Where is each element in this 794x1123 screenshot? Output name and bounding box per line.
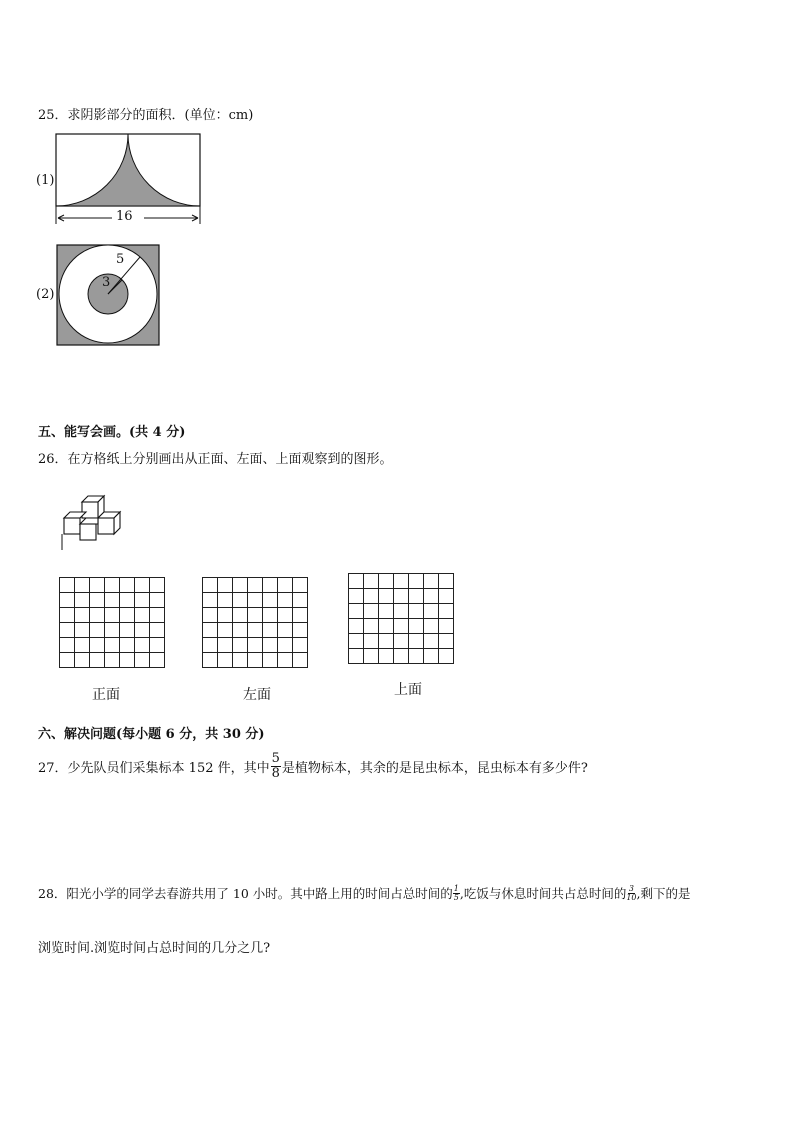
grid-cell[interactable]	[278, 608, 293, 623]
grid-cell[interactable]	[293, 578, 308, 593]
grid-cell[interactable]	[424, 649, 439, 664]
grid-cell[interactable]	[150, 638, 165, 653]
grid-cell[interactable]	[278, 623, 293, 638]
grid-cell[interactable]	[394, 619, 409, 634]
grid-top[interactable]	[348, 573, 454, 664]
grid-cell[interactable]	[293, 623, 308, 638]
grid-cell[interactable]	[293, 608, 308, 623]
q28-line2: 浏览时间.浏览时间占总时间的几分之几?	[38, 941, 271, 956]
grid-cell[interactable]	[233, 623, 248, 638]
q25-text: 25．求阴影部分的面积．(单位：cm)	[38, 108, 254, 123]
grid-cell[interactable]	[278, 593, 293, 608]
grid-cell[interactable]	[135, 578, 150, 593]
grid-cell[interactable]	[439, 589, 454, 604]
q28-part1: 28．阳光小学的同学去春游共用了 10 小时。其中路上用的时间占总时间的	[38, 886, 453, 901]
grid-cell[interactable]	[379, 634, 394, 649]
grid-cell[interactable]	[218, 653, 233, 668]
q28-fraction-1	[453, 885, 460, 902]
grid-cell[interactable]	[364, 574, 379, 589]
grid-cell[interactable]	[439, 634, 454, 649]
grid-cell[interactable]	[439, 649, 454, 664]
grid-cell[interactable]	[120, 653, 135, 668]
q28-part2: ,吃饭与休息时间共占总时间的	[459, 886, 627, 901]
grid-cell[interactable]	[135, 653, 150, 668]
grid-cell[interactable]	[105, 623, 120, 638]
grid-cell[interactable]	[135, 593, 150, 608]
q27-before: 27．少先队员们采集标本 152 件，其中	[38, 761, 270, 776]
q26-text: 26．在方格纸上分别画出从正面、左面、上面观察到的图形。	[38, 452, 393, 467]
grid-cell[interactable]	[90, 653, 105, 668]
grid-cell[interactable]	[60, 593, 75, 608]
grid-cell[interactable]	[293, 653, 308, 668]
grid-cell[interactable]	[90, 593, 105, 608]
grid-cell[interactable]	[263, 638, 278, 653]
grid-cell[interactable]	[293, 638, 308, 653]
grid-cell[interactable]	[409, 649, 424, 664]
grid-cell[interactable]	[90, 623, 105, 638]
grid-cell[interactable]	[409, 619, 424, 634]
grid-cell[interactable]	[75, 593, 90, 608]
grid-cell[interactable]	[203, 578, 218, 593]
grid-cell[interactable]	[120, 638, 135, 653]
grid-cell[interactable]	[379, 604, 394, 619]
q28-line1	[38, 884, 691, 902]
grid-cell[interactable]	[75, 578, 90, 593]
grid-cell[interactable]	[218, 623, 233, 638]
grid-cell[interactable]	[424, 589, 439, 604]
grid-cell[interactable]	[349, 649, 364, 664]
figure-ring-square	[56, 244, 160, 346]
grid-cell[interactable]	[233, 608, 248, 623]
q27-text	[38, 752, 588, 781]
grid-cell[interactable]	[248, 638, 263, 653]
grid-cell[interactable]	[263, 608, 278, 623]
grid-cell[interactable]	[364, 619, 379, 634]
grid-cell[interactable]	[409, 574, 424, 589]
grid-cell[interactable]	[263, 578, 278, 593]
grid-cell[interactable]	[75, 623, 90, 638]
grid-cell[interactable]	[120, 578, 135, 593]
grid-cell[interactable]	[293, 593, 308, 608]
q28-frac1-num: 1	[453, 883, 459, 893]
grid-cell[interactable]	[349, 589, 364, 604]
grid-cell[interactable]	[218, 593, 233, 608]
grid-cell[interactable]	[75, 653, 90, 668]
grid-cell[interactable]	[248, 623, 263, 638]
grid-cell[interactable]	[424, 634, 439, 649]
grid-cell[interactable]	[364, 589, 379, 604]
grid-cell[interactable]	[60, 578, 75, 593]
grid-cell[interactable]	[105, 578, 120, 593]
fig2-label: (2)	[36, 287, 55, 302]
q28-frac2-den: 10	[626, 892, 637, 902]
grid-cell[interactable]	[379, 589, 394, 604]
grid-cell[interactable]	[409, 604, 424, 619]
grid-cell[interactable]	[203, 608, 218, 623]
grid-cell[interactable]	[105, 608, 120, 623]
grid-cell[interactable]	[394, 634, 409, 649]
grid-cell[interactable]	[120, 623, 135, 638]
grid-cell[interactable]	[135, 623, 150, 638]
q27-fraction	[271, 752, 281, 781]
q28-frac2-num: 3	[628, 883, 634, 893]
q27-frac-den: 8	[271, 766, 280, 781]
grid-left[interactable]	[202, 577, 308, 668]
grid-cell[interactable]	[90, 608, 105, 623]
grid-cell[interactable]	[248, 608, 263, 623]
grid-cell[interactable]	[60, 638, 75, 653]
grid-cell[interactable]	[233, 638, 248, 653]
grid-cell[interactable]	[278, 578, 293, 593]
grid-cell[interactable]	[105, 593, 120, 608]
grid-cell[interactable]	[439, 574, 454, 589]
grid-cell[interactable]	[278, 653, 293, 668]
fig1-dimension: 16	[116, 209, 133, 224]
grid-cell[interactable]	[218, 578, 233, 593]
grid-cell[interactable]	[263, 653, 278, 668]
section-6-title: 六、解决问题(每小题 6 分，共 30 分)	[38, 727, 265, 742]
q28-frac1-den: 5	[453, 892, 459, 902]
grid-cell[interactable]	[349, 619, 364, 634]
grid-cell[interactable]	[90, 578, 105, 593]
grid-cell[interactable]	[150, 593, 165, 608]
fig2-inner-radius: 3	[102, 275, 111, 290]
q27-after: 是植物标本，其余的是昆虫标本，昆虫标本有多少件?	[281, 761, 588, 776]
grid-cell[interactable]	[233, 653, 248, 668]
grid-cell[interactable]	[120, 593, 135, 608]
grid-cell[interactable]	[364, 649, 379, 664]
grid-cell[interactable]	[394, 604, 409, 619]
grid-cell[interactable]	[424, 619, 439, 634]
grid-cell[interactable]	[60, 653, 75, 668]
grid-cell[interactable]	[75, 638, 90, 653]
grid-cell[interactable]	[203, 638, 218, 653]
grid-cell[interactable]	[218, 638, 233, 653]
fig2-outer-radius: 5	[116, 252, 125, 267]
q28-fraction-2	[626, 885, 636, 902]
grid-cell[interactable]	[203, 653, 218, 668]
grid-cell[interactable]	[120, 608, 135, 623]
grid-cell[interactable]	[105, 653, 120, 668]
grid-cell[interactable]	[248, 593, 263, 608]
grid-cell[interactable]	[394, 589, 409, 604]
grid-cell[interactable]	[424, 574, 439, 589]
grid-cell[interactable]	[364, 604, 379, 619]
grid-cell[interactable]	[135, 608, 150, 623]
grid-cell[interactable]	[150, 608, 165, 623]
grid-cell[interactable]	[75, 608, 90, 623]
grid-label-front: 正面	[92, 687, 120, 703]
grid-cell[interactable]	[439, 619, 454, 634]
grid-cell[interactable]	[60, 608, 75, 623]
grid-cell[interactable]	[150, 623, 165, 638]
grid-cell[interactable]	[233, 578, 248, 593]
grid-cell[interactable]	[379, 574, 394, 589]
grid-cell[interactable]	[349, 574, 364, 589]
section-5-title: 五、能写会画。(共 4 分)	[38, 425, 186, 440]
grid-cell[interactable]	[263, 623, 278, 638]
grid-cell[interactable]	[424, 604, 439, 619]
grid-cell[interactable]	[364, 634, 379, 649]
grid-cell[interactable]	[394, 574, 409, 589]
grid-cell[interactable]	[278, 638, 293, 653]
grid-cell[interactable]	[248, 578, 263, 593]
grid-cell[interactable]	[218, 608, 233, 623]
grid-cell[interactable]	[394, 649, 409, 664]
grid-label-top: 上面	[394, 682, 422, 698]
grid-cell[interactable]	[150, 578, 165, 593]
grid-label-left: 左面	[243, 687, 271, 703]
grid-cell[interactable]	[263, 593, 278, 608]
grid-cell[interactable]	[248, 653, 263, 668]
grid-cell[interactable]	[203, 623, 218, 638]
grid-cell[interactable]	[150, 653, 165, 668]
grid-cell[interactable]	[379, 619, 394, 634]
cube-stack-figure	[56, 490, 128, 554]
grid-cell[interactable]	[233, 593, 248, 608]
q28-part3: ,剩下的是	[636, 886, 691, 901]
grid-cell[interactable]	[439, 604, 454, 619]
grid-cell[interactable]	[409, 634, 424, 649]
grid-cell[interactable]	[349, 634, 364, 649]
grid-cell[interactable]	[409, 589, 424, 604]
grid-cell[interactable]	[203, 593, 218, 608]
grid-cell[interactable]	[105, 638, 120, 653]
grid-cell[interactable]	[60, 623, 75, 638]
grid-front[interactable]	[59, 577, 165, 668]
fig1-label: (1)	[36, 173, 55, 188]
grid-cell[interactable]	[90, 638, 105, 653]
grid-cell[interactable]	[349, 604, 364, 619]
grid-cell[interactable]	[135, 638, 150, 653]
q27-frac-num: 5	[271, 751, 280, 766]
grid-cell[interactable]	[379, 649, 394, 664]
